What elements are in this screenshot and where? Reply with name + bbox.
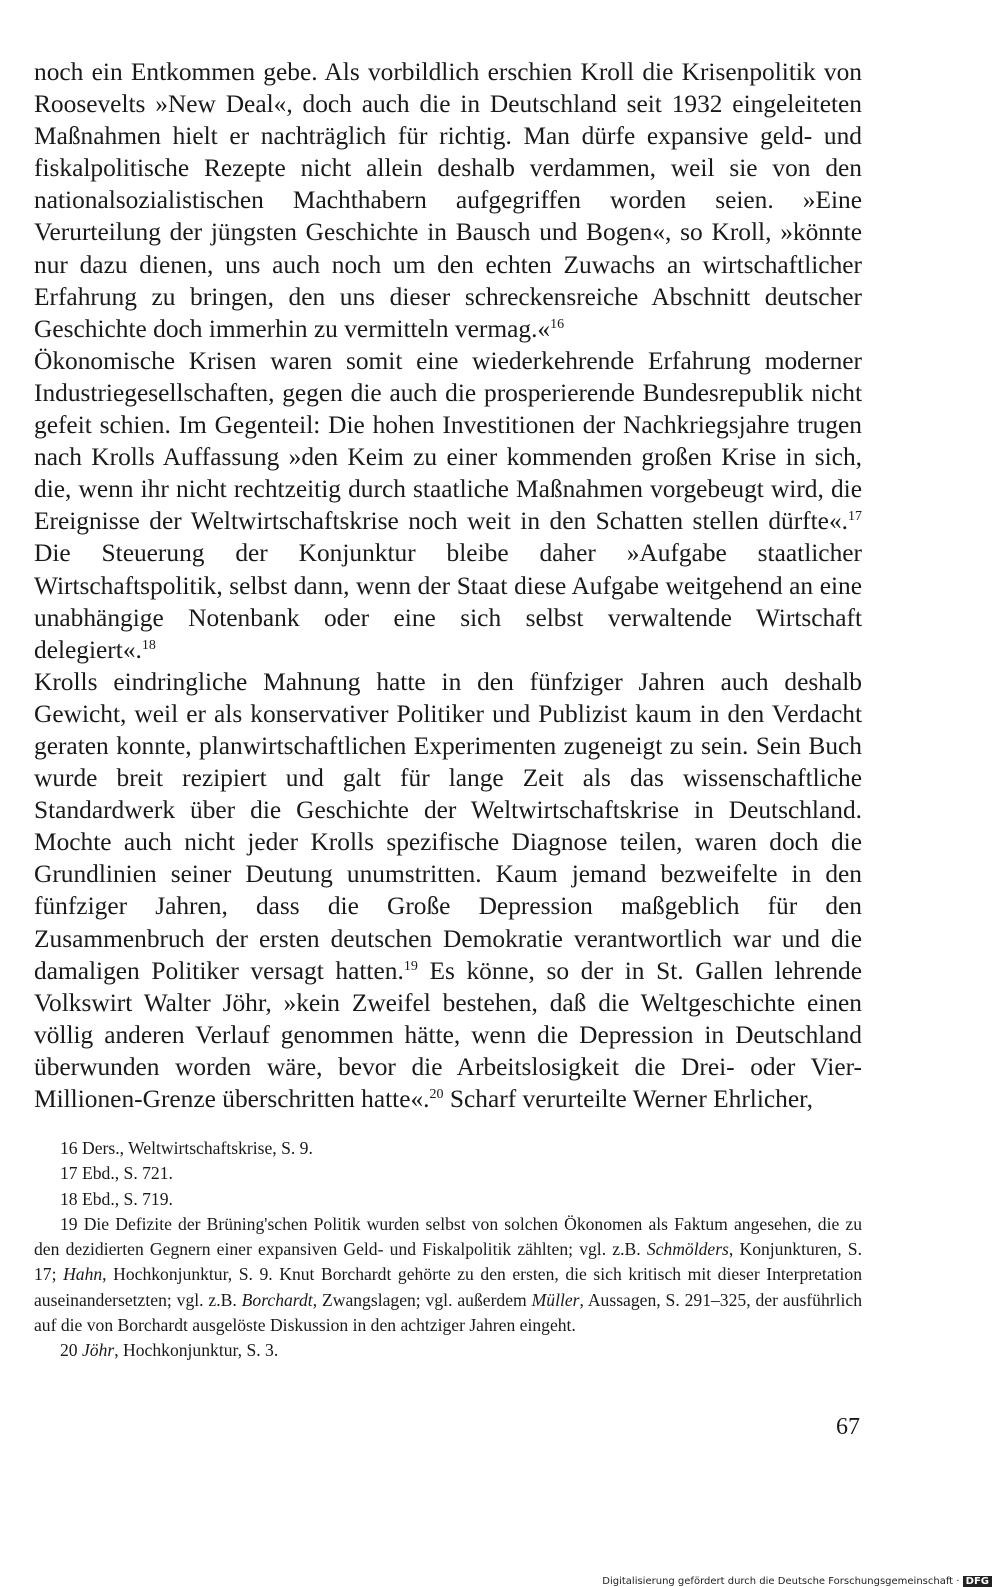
main-text (34, 56, 862, 1115)
footnote-ref-20[interactable]: 20 (429, 1087, 444, 1102)
page-number: 67 (836, 1414, 860, 1440)
footnote-ref-16[interactable]: 16 (550, 316, 565, 332)
footnote-17: 17 Ebd., S. 721. (60, 1163, 173, 1184)
footnote-ref-19[interactable]: 19 (403, 958, 418, 974)
footnote-18: 18 Ebd., S. 719. (60, 1188, 173, 1209)
footnotes (34, 1136, 862, 1364)
footnote-ref-17[interactable]: 17 (848, 509, 862, 525)
footnote-ref-18[interactable]: 18 (141, 637, 156, 653)
paragraph-1: noch ein Entkommen gebe. Als vorbildlich erschien Kroll die Krisenpolitik von Roosevelts »New Deal«, doch auch die in Deutschland seit 1932 eingeleiteten Maßnahmen hielt er nachträglich für richtig. Man dürfe expansive geld- und fiskalpolitische Rezepte nicht allein deshalb verdammen, weil sie von den nationalsozialistischen Machthabern aufgegriffen worden seien. »Eine Verurteilung der jüngsten Geschichte in Bausch und Bogen«, so Kroll, »könnte nur dazu dienen, uns auch noch um den echten Zuwachs an wirtschaftlicher Erfahrung zu bringen, den uns dieser schreckensreiche Abschnitt deutscher Geschichte doch immerhin zu vermitteln vermag.«$^{16}$ (34, 58, 862, 343)
footnote-20: 20 Jöhr, Hochkonjunktur, S. 3. (60, 1340, 279, 1361)
footnote-19: 19 Die Defizite der Brüning'schen Politik wurden selbst von solchen Ökonomen als Faktum angesehen, die zu den dezidierten Gegnern einer expansiven Geld- und Fiskalpolitik zählten; vgl. z.B. Schmölders, Konjunkturen, S. 17; Hahn, Hochkonjunktur, S. 9. Knut Borchardt gehörte zu den ersten, die sich kritisch mit dieser Interpretation auseinandersetzten; vgl. z.B. Borchardt, Zwangslagen; vgl. außerdem Müller, Aussagen, S. 291–325, der ausführlich auf die von Borchardt ausgelöste Diskussion in den achtziger Jahren eingeht. (34, 1213, 863, 1336)
digitization-footer: Digitalisierung gefördert durch die Deutsche Forschungsgemeinschaft · DFG (602, 1576, 992, 1587)
paragraph-3: Krolls eindringliche Mahnung hatte in den fünfziger Jahren auch deshalb Gewicht, weil er als konservativer Politiker und Publizist kaum in den Verdacht geraten konnte, planwirtschaftlichen Experimenten zugeneigt zu sein. Sein Buch wurde breit rezipiert und galt für lange Zeit als das wissenschaftliche Standardwerk über die Geschichte der Weltwirtschaftskrise in Deutschland. Mochte auch nicht jeder Krolls spezifische Diagnose teilen, waren doch die Grundlinien seiner Deutung unumstritten. Kaum jemand bezweifelte in den fünfziger Jahren, dass die Große Depression maßgeblich für den Zusammenbruch der ersten deutschen Demokratie verantwortlich war und die damaligen Politiker versagt hatten.$^{19}$ Es könne, so der in St. Gallen lehrende Volkswirt Walter Jöhr, »kein Zweifel bestehen, daß die Weltgeschichte einen völlig anderen Verlauf genommen hätte, wenn die Depression in Deutschland überwunden worden wäre, bevor die Arbeitslosigkeit die Drei- oder Vier-Millionen-Grenze überschritten hatte«.$^{20}$ Scharf verurteilte Werner Ehrlicher, (34, 667, 862, 1113)
dfg-logo: DFG (963, 1576, 992, 1587)
footnote-16: 16 Ders., Weltwirtschaftskrise, S. 9. (60, 1138, 313, 1158)
paragraph-2: Ökonomische Krisen waren somit eine wiederkehrende Erfahrung moderner Industriegesellschaften, gegen die auch die prosperierende Bundesrepublik nicht gefeit schien. Im Gegenteil: Die hohen Investitionen der Nachkriegsjahre trugen nach Krolls Auffassung »den Keim zu einer kommenden großen Krise in sich, die, wenn ihr nicht rechtzeitig durch staatliche Maßnahmen vorgebeugt wird, die Ereignisse der Weltwirtschaftskrise noch weit in den Schatten stellen dürfte«.$^{17}$ Die Steuerung der Konjunktur bleibe daher »Aufgabe staatlicher Wirtschaftspolitik, selbst dann, wenn der Staat diese Aufgabe weitgehend an eine unabhängige Notenbank oder eine sich selbst verwaltende Wirtschaft delegiert«.$^{18}$ (34, 346, 862, 664)
